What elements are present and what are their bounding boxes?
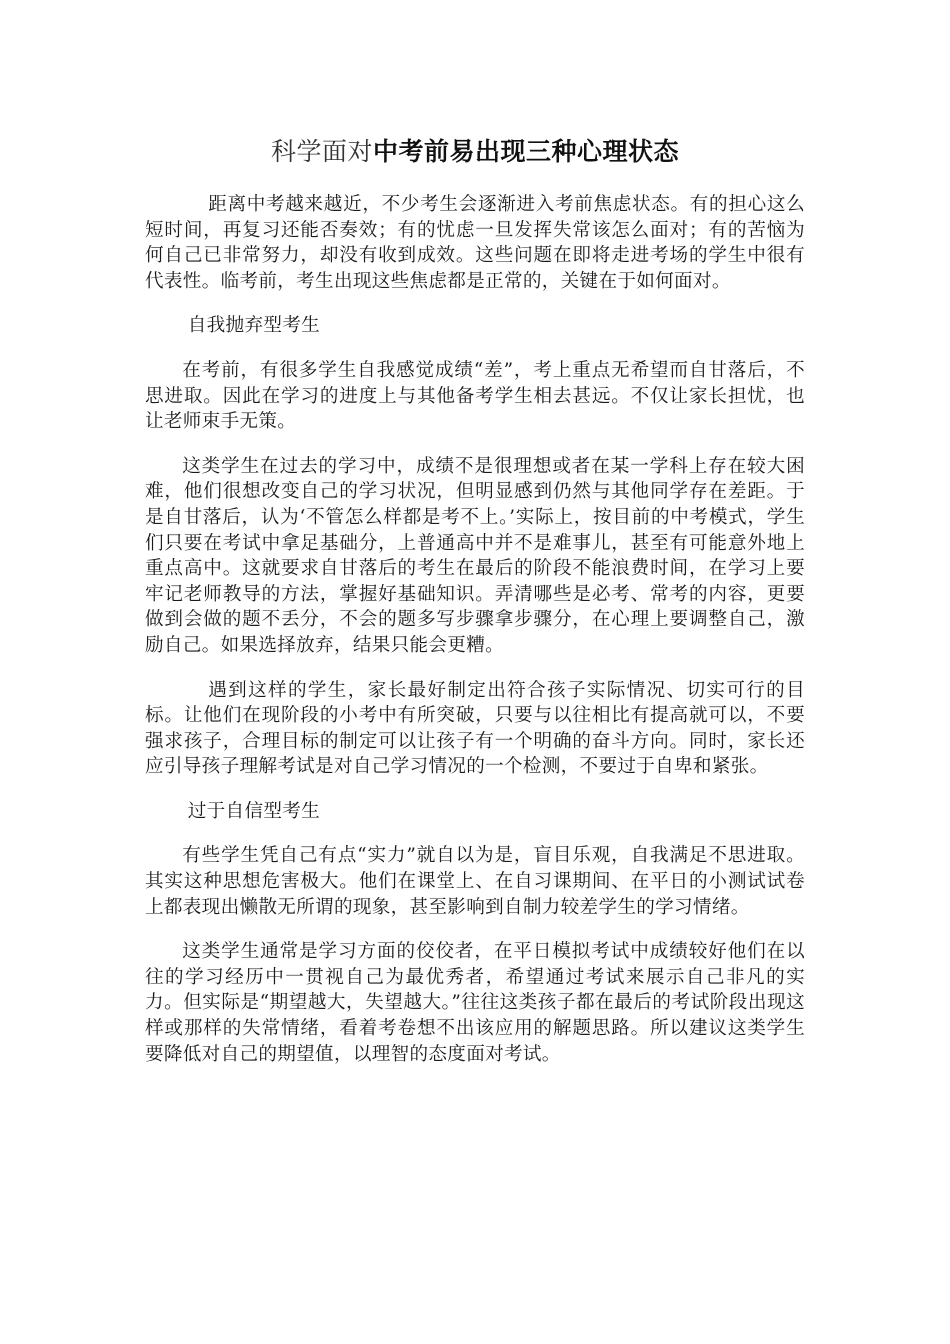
title-bold-part: 中考前易出现三种心理状态 bbox=[373, 137, 680, 166]
title-plain-part: 科学面对 bbox=[270, 137, 373, 166]
document-title bbox=[145, 134, 805, 170]
paragraph-self-abandon-2: 这类学生在过去的学习中，成绩不是很理想或者在某一学科上存在较大困难，他们很想改变自己的学习状况，但明显感到仍然与其他同学存在差距。于是自甘落后，认为‘不管怎么样都是考不上。’实际上，按目前的中考模式，学生们只要在考试中拿足基础分，上普通高中并不是难事儿，甚至有可能意外地上重点高中。这就要求自甘落后的考生在最后的阶段不能浪费时间，在学习上要牢记老师教导的方法，掌握好基础知识。弄清哪些是必考、常考的内容，更要做到会做的题不丢分，不会的题多写步骤拿步骤分，在心理上要调整自己，激励自己。如果选择放弃，结果只能会更糟。 bbox=[145, 455, 805, 656]
intro-paragraph: 距离中考越来越近，不少考生会逐渐进入考前焦虑状态。有的担心这么短时间，再复习还能否奏效；有的忧虑一旦发挥失常该怎么面对；有的苦恼为何自己已非常努力，却没有收到成效。这些问题在即将走进考场的学生中很有代表性。临考前，考生出现这些焦虑都是正常的，关键在于如何面对。 bbox=[145, 194, 805, 292]
section-heading-overconfident: 过于自信型考生 bbox=[187, 800, 321, 822]
paragraph-overconfident-2: 这类学生通常是学习方面的佼佼者，在平日模拟考试中成绩较好他们在以往的学习经历中一贯视自己为最优秀者，希望通过考试来展示自己非凡的实力。但实际是“期望越大，失望越大。”往往这类孩子都在最后的考试阶段出现这样或那样的失常情绪，看着考卷想不出该应用的解题思路。所以建议这类学生要降低对自己的期望值，以理智的态度面对考试。 bbox=[145, 941, 805, 1065]
section-heading-self-abandon: 自我抛弃型考生 bbox=[187, 315, 321, 337]
paragraph-self-abandon-3: 遇到这样的学生，家长最好制定出符合孩子实际情况、切实可行的目标。让他们在现阶段的小考中有所突破，只要与以往相比有提高就可以，不要强求孩子，合理目标的制定可以让孩子有一个明确的奋斗方向。同时，家长还应引导孩子理解考试是对自己学习情况的一个检测，不要过于自卑和紧张。 bbox=[145, 679, 805, 778]
document-body bbox=[145, 192, 805, 1086]
paragraph-overconfident-1: 有些学生凭自己有点“实力”就自以为是，盲目乐观，自我满足不思进取。其实这种思想危害极大。他们在课堂上、在自习课期间、在平日的小测试试卷上都表现出懒散无所谓的现象，甚至影响到自制力较差学生的学习情绪。 bbox=[145, 845, 805, 918]
paragraph-self-abandon-1: 在考前，有很多学生自我感觉成绩“差”，考上重点无希望而自甘落后，不思进取。因此在学习的进度上与其他备考学生相去甚远。不仅让家长担忧，也让老师束手无策。 bbox=[145, 359, 805, 433]
